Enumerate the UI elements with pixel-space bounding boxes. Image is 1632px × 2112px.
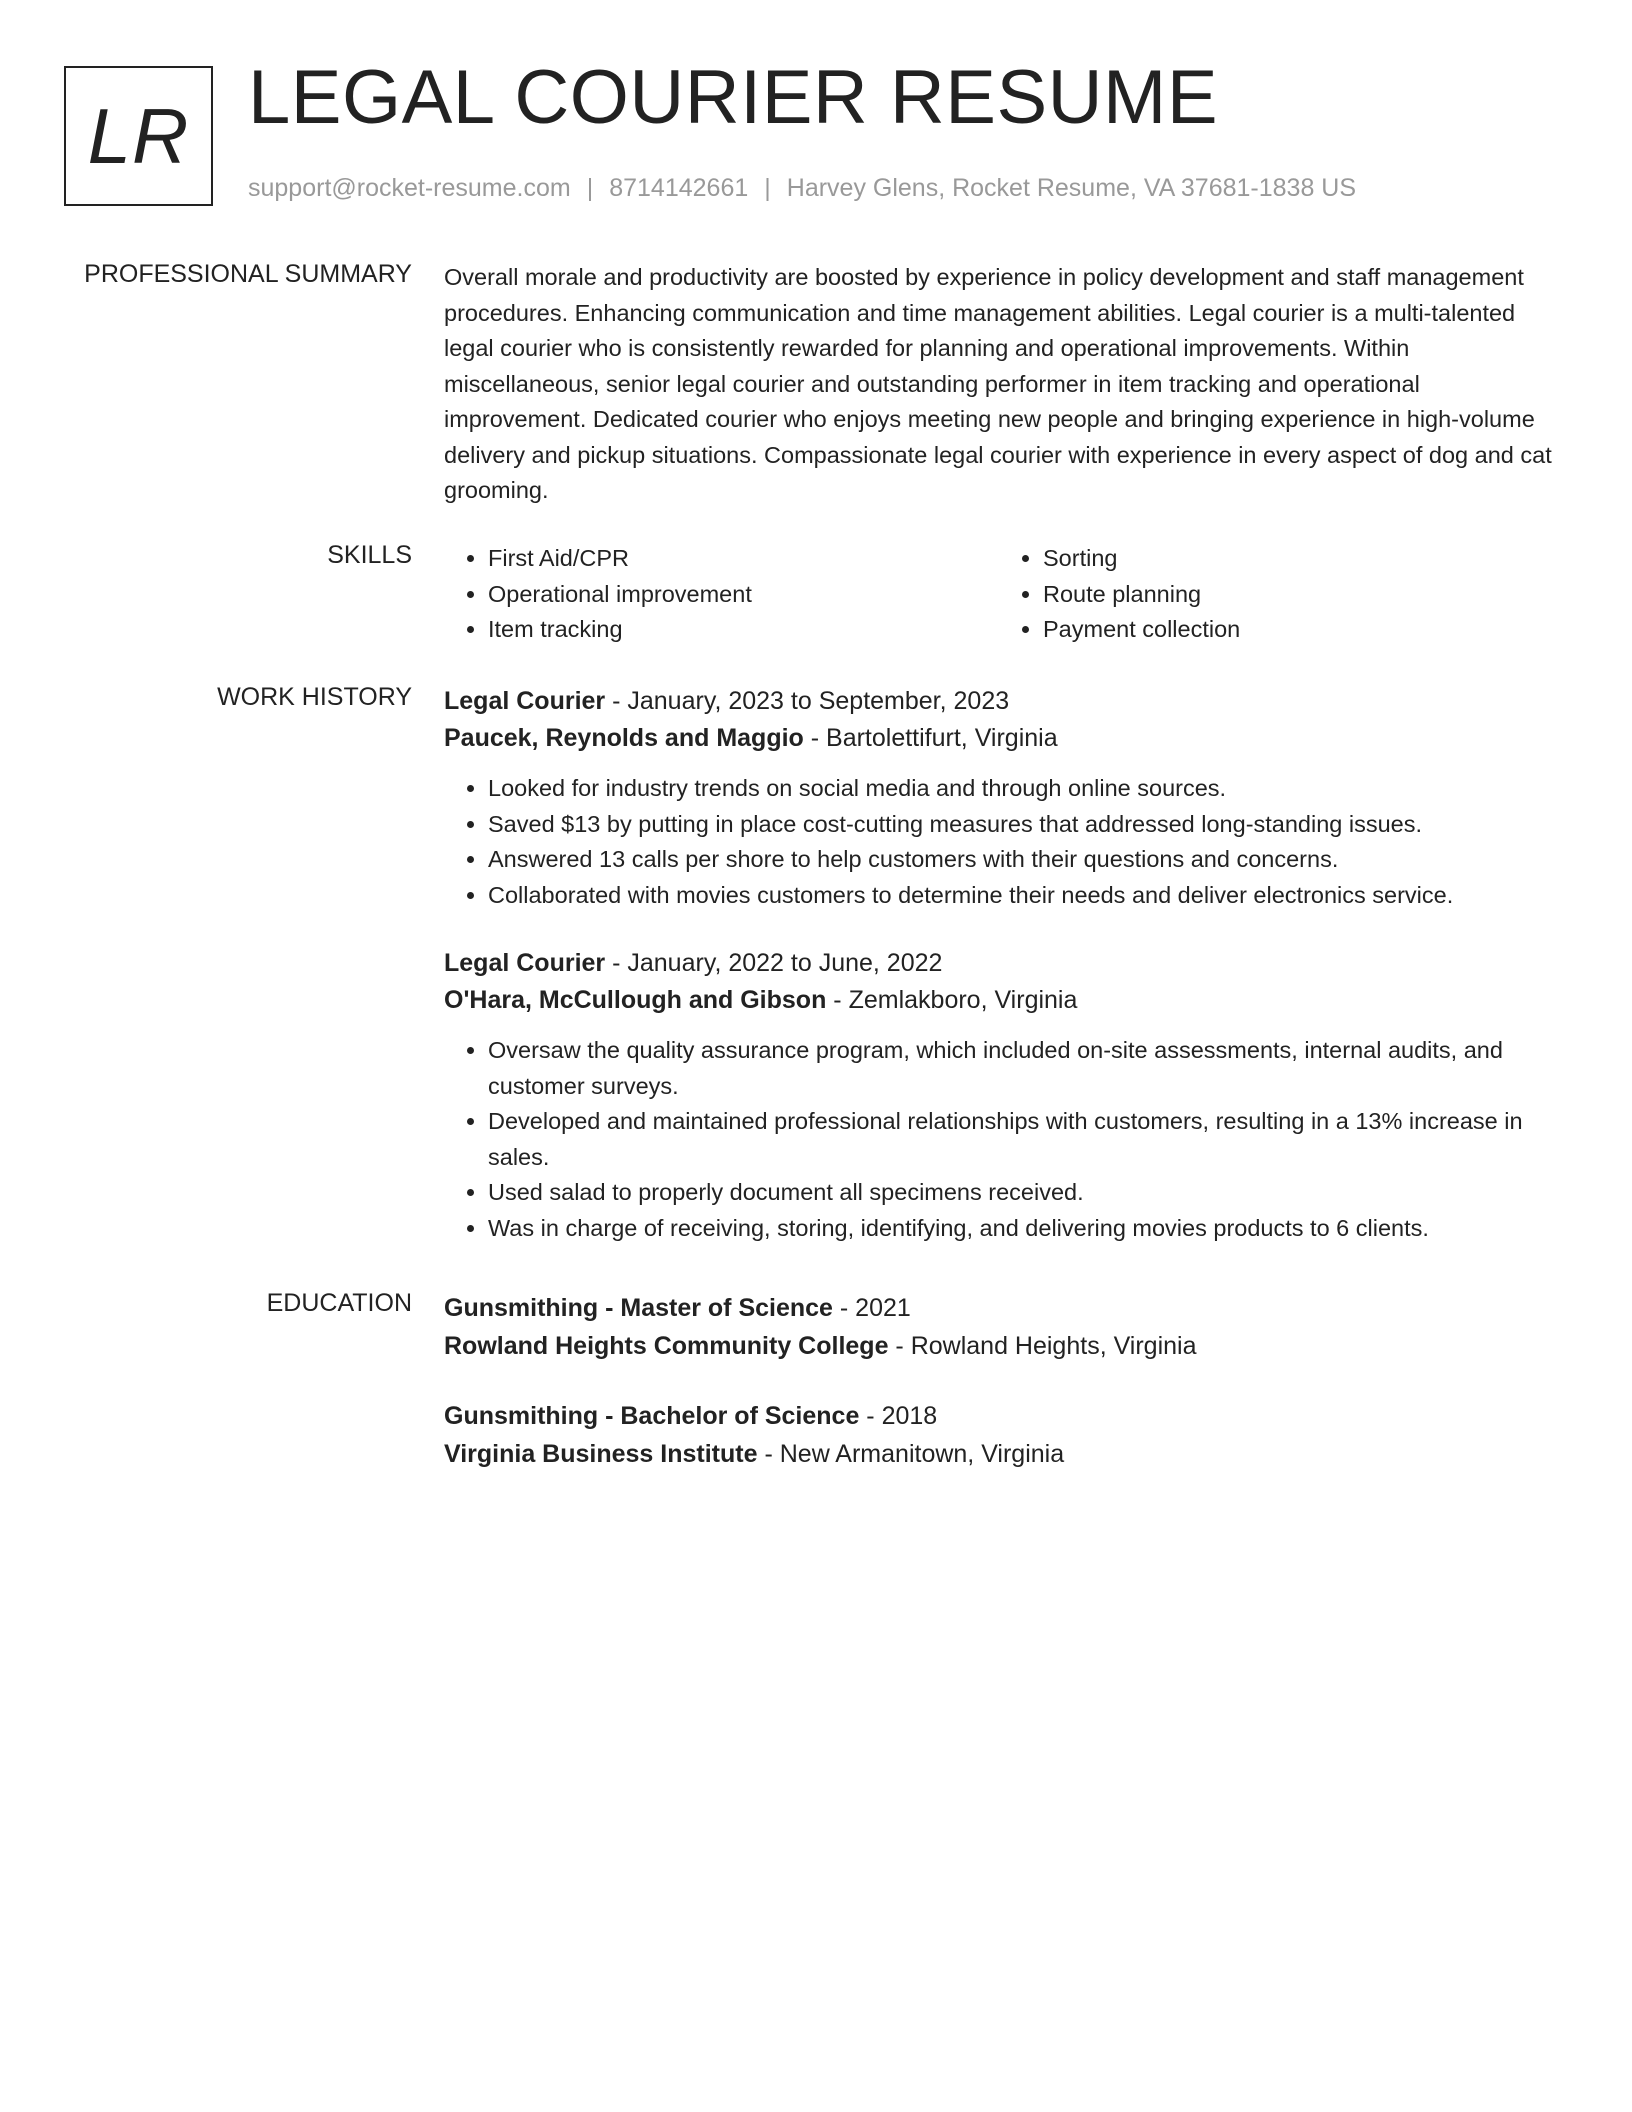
skill-item: • Route planning <box>1043 577 1554 613</box>
skill-item: • Payment collection <box>1043 612 1554 648</box>
skill-item: • First Aid/CPR <box>488 541 999 577</box>
initials-logo <box>64 66 213 206</box>
contact-line <box>248 174 1356 203</box>
contact-separator: | <box>586 174 594 202</box>
edu-location: - New Armanitown, Virginia <box>757 1440 1065 1468</box>
education-entry <box>444 1397 1554 1473</box>
section-label-education: EDUCATION <box>266 1289 412 1317</box>
contact-phone[interactable]: 8714142661 <box>609 174 749 202</box>
job-bullet: • Oversaw the quality assurance program, which included on-site assessments, internal audits, and customer surveys. <box>488 1033 1554 1104</box>
section-label-work: WORK HISTORY <box>217 683 412 711</box>
job-title-line <box>444 683 1554 719</box>
job-dates: - January, 2022 to June, 2022 <box>605 949 943 977</box>
job-title-line <box>444 945 1554 981</box>
job-entry <box>444 683 1554 913</box>
edu-year: - 2018 <box>859 1402 938 1430</box>
job-location: - Zemlakboro, Virginia <box>826 986 1078 1014</box>
resume-title: LEGAL COURIER RESUME <box>248 55 1219 140</box>
education-entry <box>444 1289 1554 1365</box>
job-bullets <box>444 771 1554 913</box>
edu-year: - 2021 <box>832 1294 911 1322</box>
job-company-line <box>444 719 1554 757</box>
job-bullet: • Answered 13 calls per shore to help customers with their questions and concerns. <box>488 842 1554 878</box>
edu-school-line <box>444 1327 1554 1365</box>
contact-address: Harvey Glens, Rocket Resume, VA 37681-1838 US <box>786 174 1357 202</box>
edu-location: - Rowland Heights, Virginia <box>888 1332 1197 1360</box>
contact-separator: | <box>764 174 771 202</box>
section-label-skills: SKILLS <box>327 541 412 569</box>
skills-list-right <box>999 541 1554 648</box>
education-body <box>444 1289 1554 1473</box>
job-bullet: • Collaborated with movies customers to determine their needs and deliver electronics service. <box>488 878 1554 914</box>
summary-body <box>444 260 1554 509</box>
job-dates: - January, 2023 to September, 2023 <box>605 687 1010 715</box>
skills-body <box>444 541 1554 648</box>
edu-school-line <box>444 1435 1554 1473</box>
skills-list-left <box>444 541 999 648</box>
job-bullet: • Developed and maintained professional relationships with customers, resulting in a 13% increase in sales. <box>488 1104 1554 1175</box>
job-bullets <box>444 1033 1554 1246</box>
work-body <box>444 683 1554 1246</box>
edu-degree-line <box>444 1397 1554 1435</box>
summary-text: Overall morale and productivity are boosted by experience in policy development and staff management procedures. Enhancing communication and time management abilities. Legal courier is a multi-talented legal courier who is consistently rewarded for planning and operational improvements. Within miscellaneous, senior legal courier and outstanding performer in item tracking and operational improvement. Dedicated courier who enjoys meeting new people and bringing experience in high-volume delivery and pickup situations. Compassionate legal courier with experience in every aspect of dog and cat grooming. <box>444 264 1552 503</box>
edu-degree: Gunsmithing - Master of Science <box>444 1294 833 1322</box>
job-location: - Bartolettifurt, Virginia <box>803 724 1058 752</box>
job-bullet: • Looked for industry trends on social media and through online sources. <box>488 771 1554 807</box>
section-label-summary: PROFESSIONAL SUMMARY <box>84 260 412 288</box>
skill-item: • Item tracking <box>488 612 999 648</box>
edu-school: Virginia Business Institute <box>444 1440 758 1468</box>
initials-text: LR <box>87 91 190 180</box>
job-bullet: • Was in charge of receiving, storing, identifying, and delivering movies products to 6 clients. <box>488 1211 1554 1247</box>
job-company: Paucek, Reynolds and Maggio <box>444 724 804 752</box>
contact-email[interactable]: support@rocket-resume.com <box>248 174 571 202</box>
skill-item: • Operational improvement <box>488 577 999 613</box>
edu-degree-line <box>444 1289 1554 1327</box>
job-company-line <box>444 981 1554 1019</box>
edu-degree: Gunsmithing - Bachelor of Science <box>444 1402 860 1430</box>
job-title: Legal Courier <box>444 687 606 715</box>
edu-school: Rowland Heights Community College <box>444 1332 889 1360</box>
job-company: O'Hara, McCullough and Gibson <box>444 986 827 1014</box>
skill-item: • Sorting <box>1043 541 1554 577</box>
job-bullet: • Used salad to properly document all specimens received. <box>488 1175 1554 1211</box>
job-bullet: • Saved $13 by putting in place cost-cutting measures that addressed long-standing issues. <box>488 807 1554 843</box>
job-entry <box>444 945 1554 1246</box>
job-title: Legal Courier <box>444 949 606 977</box>
